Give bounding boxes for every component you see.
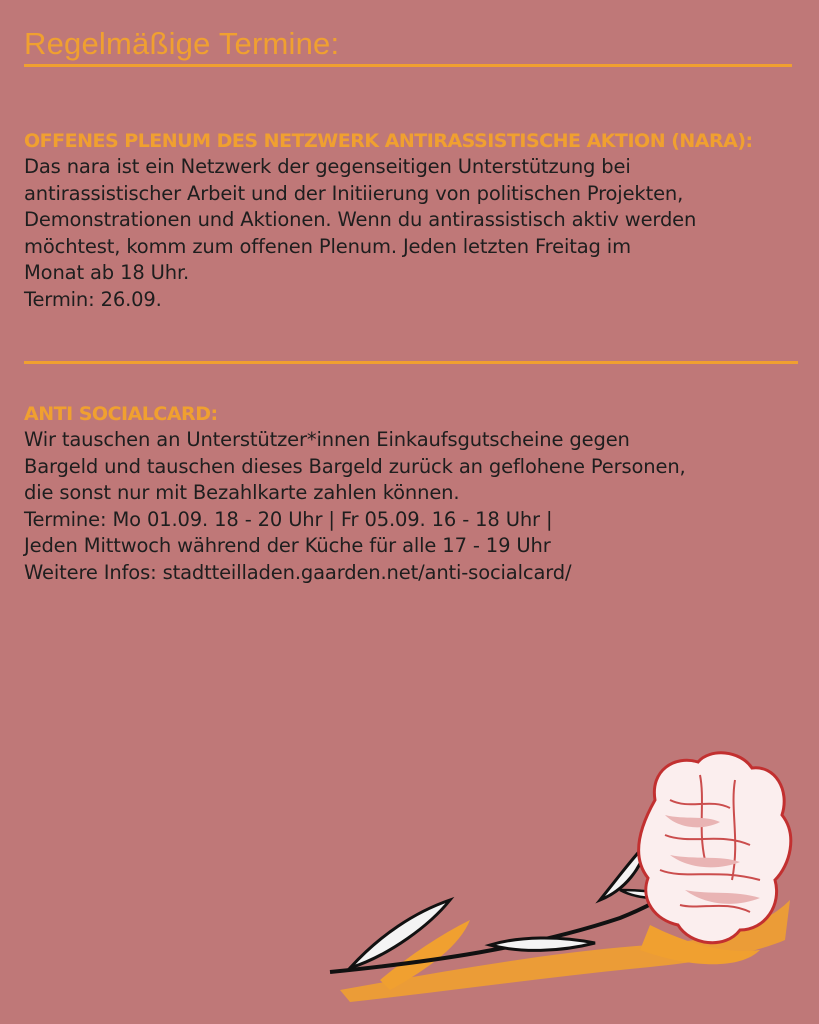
section-heading: ANTI SOCIALCARD: (24, 403, 218, 425)
carnation-flower-illustration (320, 740, 800, 1020)
title-underline (24, 64, 792, 67)
date-line: Jeden Mittwoch während der Küche für alle 17 - 19 Uhr (24, 534, 551, 557)
section-nara (24, 130, 804, 313)
body-line: Das nara ist ein Netzwerk der gegenseitigen Unterstützung bei (24, 155, 631, 178)
leaf (490, 938, 595, 950)
section-body (24, 427, 804, 586)
section-divider (24, 361, 798, 364)
body-line: Bargeld und tauschen dieses Bargeld zurück an geflohene Personen, (24, 454, 686, 478)
section-anti-socialcard (24, 403, 804, 586)
section-heading: OFFENES PLENUM DES NETZWERK ANTIRASSISTISCHE AKTION (NARA): (24, 130, 753, 152)
body-line: Wir tauschen an Unterstützer*innen Einkaufsgutscheine gegen (24, 428, 630, 451)
page-title: Regelmäßige Termine: (24, 26, 340, 61)
body-line: möchtest, komm zum offenen Plenum. Jeden letzten Freitag im (24, 234, 631, 258)
date-line: Termine: Mo 01.09. 18 - 20 Uhr | Fr 05.09. 16 - 18 Uhr | (24, 507, 553, 531)
date-line: Termin: 26.09. (24, 287, 162, 311)
section-body (24, 154, 804, 313)
body-line: Demonstrationen und Aktionen. Wenn du antirassistisch aktiv werden (24, 208, 697, 231)
petals (639, 753, 791, 943)
info-link[interactable]: Weitere Infos: stadtteilladen.gaarden.net/anti-socialcard/ (24, 560, 572, 584)
body-line: antirassistischer Arbeit und der Initiierung von politischen Projekten, (24, 181, 684, 205)
body-line: die sonst nur mit Bezahlkarte zahlen können. (24, 481, 460, 504)
body-line: Monat ab 18 Uhr. (24, 261, 190, 284)
